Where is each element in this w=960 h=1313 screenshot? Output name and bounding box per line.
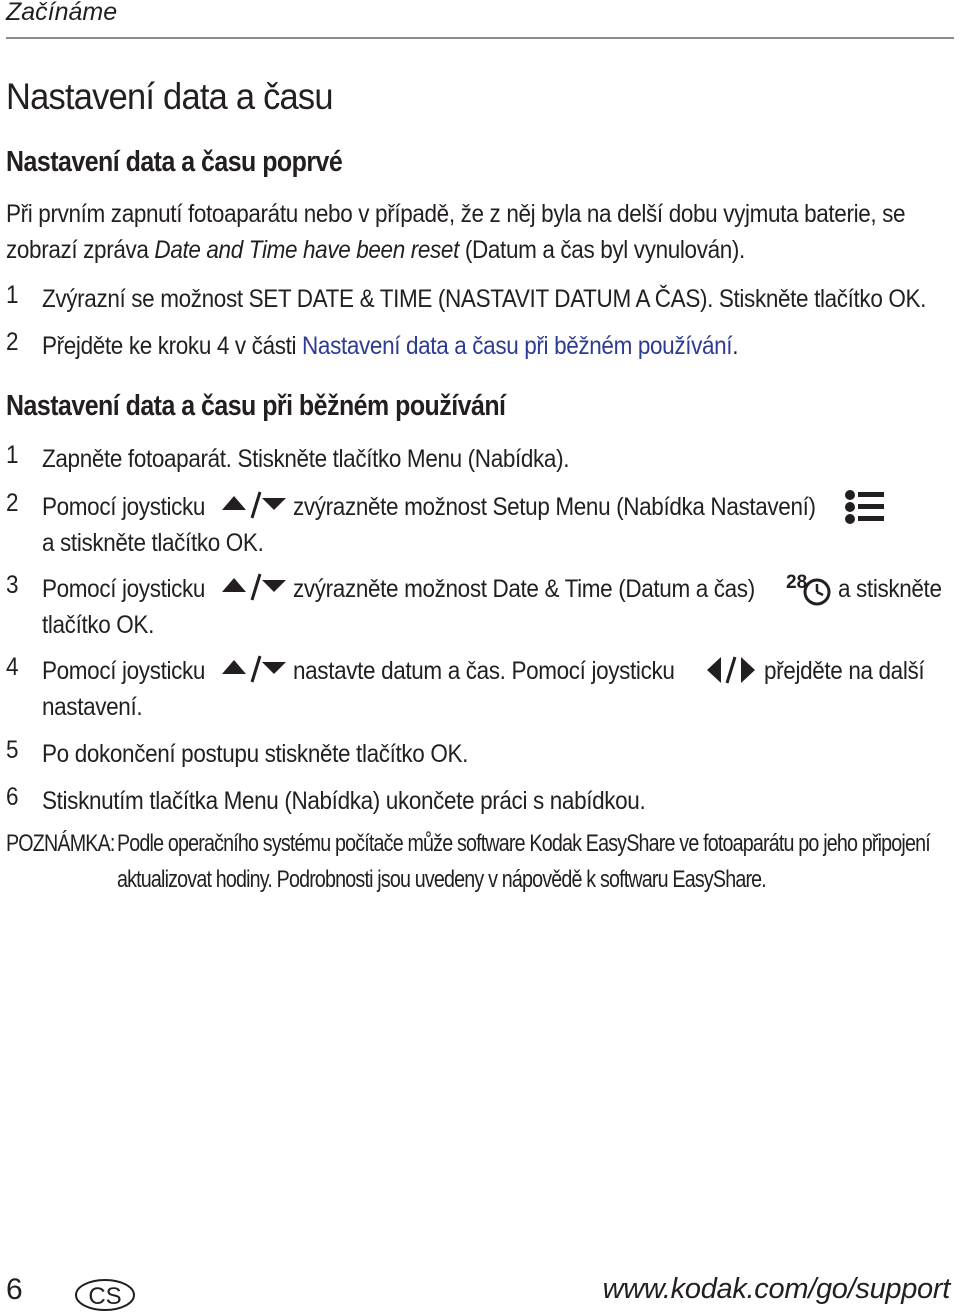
- joystick-up-down-icon: [220, 490, 288, 522]
- ft-step-2-after: .: [732, 332, 739, 360]
- nu-step-4-text-d: nastavení.: [42, 693, 143, 721]
- support-url[interactable]: www.kodak.com/go/support: [602, 1273, 950, 1305]
- ft-step-1-number: 1: [6, 281, 19, 309]
- joystick-up-down-icon: [220, 572, 288, 604]
- nu-step-6-text: Stisknutím tlačítka Menu (Nabídka) ukončete práci s nabídkou.: [42, 787, 646, 815]
- nu-step-4-text-c: přejděte na další: [764, 657, 925, 685]
- ft-step-2-number: 2: [6, 328, 19, 356]
- ft-step-1-text: Zvýrazní se možnost SET DATE & TIME (NASTAVIT DATUM A ČAS). Stiskněte tlačítko OK.: [42, 285, 927, 313]
- date-time-icon: [784, 568, 834, 608]
- date-icon-number: 28: [786, 572, 808, 593]
- ft-step-2-text: Přejděte ke kroku 4 v části: [42, 332, 303, 360]
- joystick-left-right-icon: [703, 655, 759, 685]
- heading-normal-use: Nastavení data a času při běžném používání: [6, 390, 506, 422]
- nu-step-2-text-c: a stiskněte tlačítko OK.: [42, 529, 264, 557]
- nu-step-1-text: Zapněte fotoaparát. Stiskněte tlačítko Menu (Nabídka).: [42, 445, 570, 473]
- ft-step-2: [42, 328, 738, 364]
- nu-step-3-text-a: Pomocí joysticku: [42, 575, 206, 603]
- nu-step-4-text-b: nastavte datum a čas. Pomocí joysticku: [293, 657, 675, 685]
- language-code: CS: [88, 1283, 122, 1310]
- nu-step-2-number: 2: [6, 489, 19, 517]
- note-line-2: aktualizovat hodiny. Podrobnosti jsou uvedeny v nápovědě k softwaru EasyShare.: [117, 866, 766, 893]
- intro-line-1: Při prvním zapnutí fotoaparátu nebo v případě, že z něj byla na delší dobu vyjmuta baterie, se: [6, 200, 906, 228]
- intro-message: Date and Time have been reset: [154, 236, 459, 264]
- nu-step-2-text-b: zvýrazněte možnost Setup Menu (Nabídka Nastavení): [293, 493, 816, 521]
- nu-step-6-number: 6: [6, 783, 19, 811]
- section-title: Začínáme: [6, 0, 118, 26]
- heading-first-time: Nastavení data a času poprvé: [6, 146, 343, 178]
- note-label: POZNÁMKA:: [6, 830, 115, 857]
- page-number: 6: [6, 1273, 23, 1306]
- intro-line-2: [6, 232, 745, 268]
- nu-step-5-text: Po dokončení postupu stiskněte tlačítko OK.: [42, 740, 469, 768]
- nu-step-3-text-d: tlačítko OK.: [42, 611, 154, 639]
- setup-menu-icon: [842, 487, 886, 527]
- nu-step-3-number: 3: [6, 571, 19, 599]
- nu-step-2-text-a: Pomocí joysticku: [42, 493, 206, 521]
- page-title: Nastavení data a času: [6, 76, 333, 117]
- nu-step-1-number: 1: [6, 441, 19, 469]
- language-badge: [74, 1278, 136, 1312]
- intro-text-a: zobrazí zpráva: [6, 236, 155, 264]
- note-line-1: Podle operačního systému počítače může software Kodak EasyShare ve fotoaparátu po jeho připojení: [117, 830, 930, 857]
- header-divider: [6, 37, 954, 39]
- nu-step-4-text-a: Pomocí joysticku: [42, 657, 206, 685]
- nu-step-4-number: 4: [6, 653, 19, 681]
- normal-use-link[interactable]: Nastavení data a času při běžném používání: [302, 332, 733, 360]
- joystick-up-down-icon: [220, 654, 288, 686]
- nu-step-3-text-c: a stiskněte: [838, 575, 942, 603]
- intro-text-b: (Datum a čas byl vynulován).: [458, 236, 745, 264]
- nu-step-5-number: 5: [6, 736, 19, 764]
- nu-step-3-text-b: zvýrazněte možnost Date & Time (Datum a čas): [293, 575, 755, 603]
